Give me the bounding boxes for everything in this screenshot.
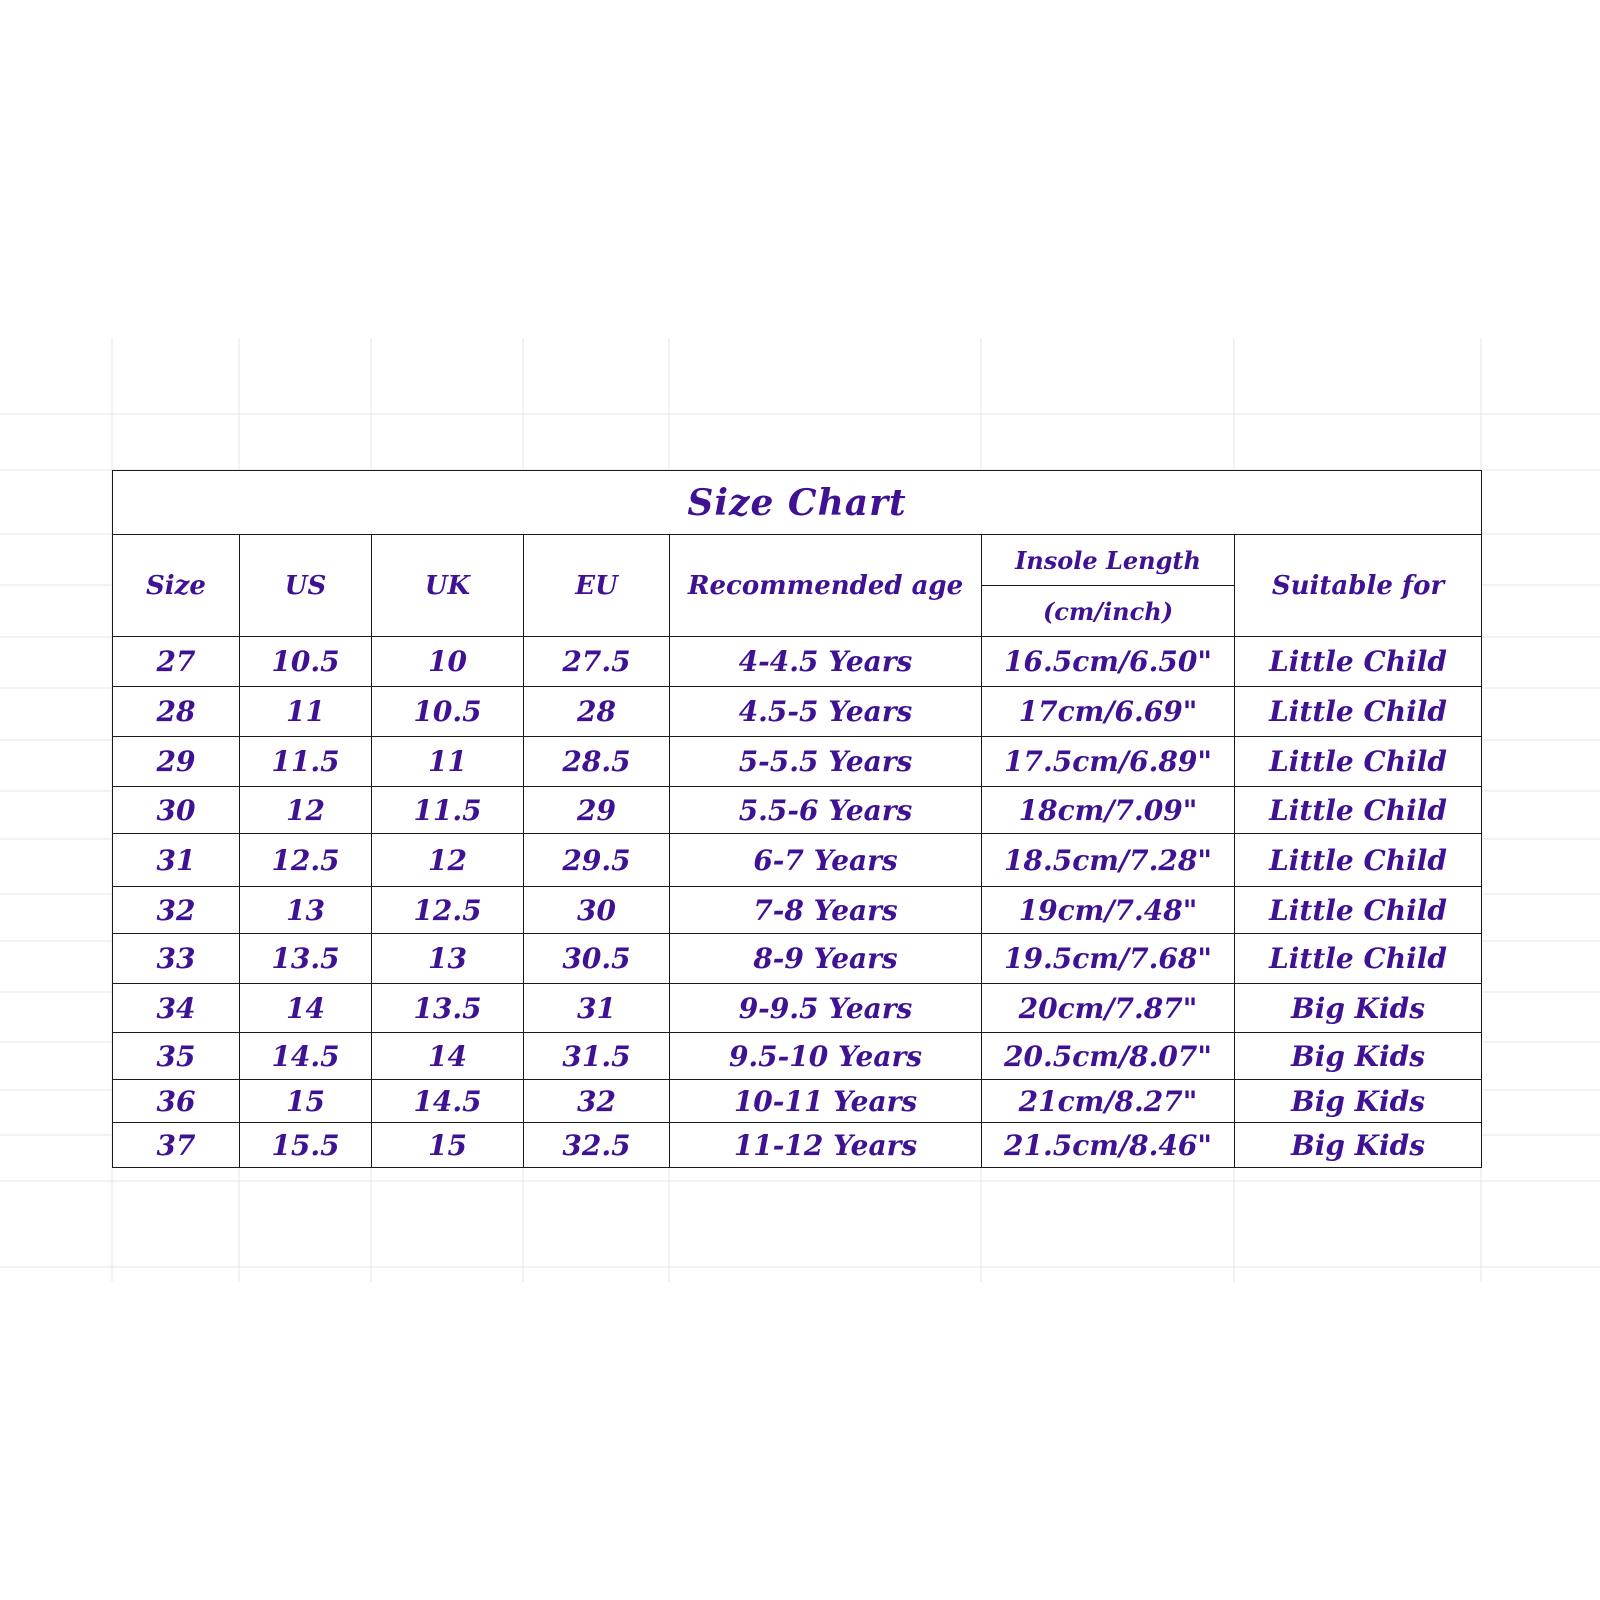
cell-insole: 21cm/8.27" bbox=[982, 1080, 1235, 1123]
cell-suitable: Little Child bbox=[1235, 637, 1482, 687]
cell-age: 9.5-10 Years bbox=[670, 1033, 982, 1080]
cell-age: 8-9 Years bbox=[670, 934, 982, 984]
table-row bbox=[113, 687, 1482, 737]
cell-eu: 32 bbox=[524, 1080, 670, 1123]
cell-uk: 11 bbox=[372, 737, 524, 787]
header-row bbox=[113, 535, 1482, 586]
cell-suitable: Big Kids bbox=[1235, 1033, 1482, 1080]
cell-age: 11-12 Years bbox=[670, 1123, 982, 1168]
header-recommended-age: Recommended age bbox=[670, 535, 982, 637]
cell-us: 11.5 bbox=[240, 737, 372, 787]
header-us: US bbox=[240, 535, 372, 637]
cell-size: 30 bbox=[113, 787, 240, 834]
cell-size: 35 bbox=[113, 1033, 240, 1080]
cell-uk: 14.5 bbox=[372, 1080, 524, 1123]
cell-us: 13.5 bbox=[240, 934, 372, 984]
cell-age: 4-4.5 Years bbox=[670, 637, 982, 687]
cell-uk: 13.5 bbox=[372, 984, 524, 1033]
cell-age: 10-11 Years bbox=[670, 1080, 982, 1123]
cell-insole: 17cm/6.69" bbox=[982, 687, 1235, 737]
cell-us: 15.5 bbox=[240, 1123, 372, 1168]
cell-size: 27 bbox=[113, 637, 240, 687]
cell-suitable: Little Child bbox=[1235, 934, 1482, 984]
cell-eu: 28 bbox=[524, 687, 670, 737]
cell-size: 28 bbox=[113, 687, 240, 737]
header-insole-length: Insole Length bbox=[982, 535, 1235, 586]
cell-eu: 29 bbox=[524, 787, 670, 834]
title-row bbox=[113, 471, 1482, 535]
cell-suitable: Little Child bbox=[1235, 887, 1482, 934]
table-row bbox=[113, 1033, 1482, 1080]
cell-age: 4.5-5 Years bbox=[670, 687, 982, 737]
table-row bbox=[113, 934, 1482, 984]
cell-suitable: Little Child bbox=[1235, 737, 1482, 787]
cell-eu: 29.5 bbox=[524, 834, 670, 887]
cell-suitable: Big Kids bbox=[1235, 1123, 1482, 1168]
cell-suitable: Big Kids bbox=[1235, 1080, 1482, 1123]
table-row bbox=[113, 984, 1482, 1033]
cell-insole: 19.5cm/7.68" bbox=[982, 934, 1235, 984]
cell-us: 12 bbox=[240, 787, 372, 834]
cell-suitable: Little Child bbox=[1235, 787, 1482, 834]
cell-size: 29 bbox=[113, 737, 240, 787]
cell-uk: 11.5 bbox=[372, 787, 524, 834]
table-row bbox=[113, 1080, 1482, 1123]
table-row bbox=[113, 834, 1482, 887]
cell-us: 12.5 bbox=[240, 834, 372, 887]
cell-size: 37 bbox=[113, 1123, 240, 1168]
cell-eu: 31.5 bbox=[524, 1033, 670, 1080]
cell-age: 7-8 Years bbox=[670, 887, 982, 934]
cell-uk: 13 bbox=[372, 934, 524, 984]
cell-eu: 27.5 bbox=[524, 637, 670, 687]
cell-size: 36 bbox=[113, 1080, 240, 1123]
header-eu: EU bbox=[524, 535, 670, 637]
cell-insole: 18cm/7.09" bbox=[982, 787, 1235, 834]
cell-size: 34 bbox=[113, 984, 240, 1033]
cell-age: 6-7 Years bbox=[670, 834, 982, 887]
cell-uk: 12.5 bbox=[372, 887, 524, 934]
table-row bbox=[113, 887, 1482, 934]
cell-size: 32 bbox=[113, 887, 240, 934]
header-uk: UK bbox=[372, 535, 524, 637]
cell-size: 33 bbox=[113, 934, 240, 984]
cell-age: 5.5-6 Years bbox=[670, 787, 982, 834]
cell-insole: 20.5cm/8.07" bbox=[982, 1033, 1235, 1080]
table-row bbox=[113, 787, 1482, 834]
cell-us: 14 bbox=[240, 984, 372, 1033]
cell-uk: 12 bbox=[372, 834, 524, 887]
cell-age: 5-5.5 Years bbox=[670, 737, 982, 787]
cell-size: 31 bbox=[113, 834, 240, 887]
table-row bbox=[113, 637, 1482, 687]
cell-us: 13 bbox=[240, 887, 372, 934]
cell-eu: 32.5 bbox=[524, 1123, 670, 1168]
header-suitable-for: Suitable for bbox=[1235, 535, 1482, 637]
cell-insole: 20cm/7.87" bbox=[982, 984, 1235, 1033]
cell-eu: 30.5 bbox=[524, 934, 670, 984]
chart-title: Size Chart bbox=[113, 471, 1482, 535]
cell-insole: 18.5cm/7.28" bbox=[982, 834, 1235, 887]
cell-us: 10.5 bbox=[240, 637, 372, 687]
cell-insole: 21.5cm/8.46" bbox=[982, 1123, 1235, 1168]
cell-insole: 16.5cm/6.50" bbox=[982, 637, 1235, 687]
cell-suitable: Little Child bbox=[1235, 687, 1482, 737]
table-row bbox=[113, 737, 1482, 787]
size-chart-container bbox=[112, 470, 1481, 1168]
header-insole-unit: (cm/inch) bbox=[982, 586, 1235, 637]
cell-uk: 14 bbox=[372, 1033, 524, 1080]
cell-insole: 17.5cm/6.89" bbox=[982, 737, 1235, 787]
size-chart-table bbox=[112, 470, 1482, 1168]
header-size: Size bbox=[113, 535, 240, 637]
cell-eu: 28.5 bbox=[524, 737, 670, 787]
cell-uk: 15 bbox=[372, 1123, 524, 1168]
table-row bbox=[113, 1123, 1482, 1168]
cell-us: 14.5 bbox=[240, 1033, 372, 1080]
cell-eu: 30 bbox=[524, 887, 670, 934]
cell-insole: 19cm/7.48" bbox=[982, 887, 1235, 934]
cell-suitable: Big Kids bbox=[1235, 984, 1482, 1033]
cell-uk: 10 bbox=[372, 637, 524, 687]
cell-age: 9-9.5 Years bbox=[670, 984, 982, 1033]
cell-suitable: Little Child bbox=[1235, 834, 1482, 887]
cell-eu: 31 bbox=[524, 984, 670, 1033]
cell-us: 11 bbox=[240, 687, 372, 737]
cell-us: 15 bbox=[240, 1080, 372, 1123]
cell-uk: 10.5 bbox=[372, 687, 524, 737]
